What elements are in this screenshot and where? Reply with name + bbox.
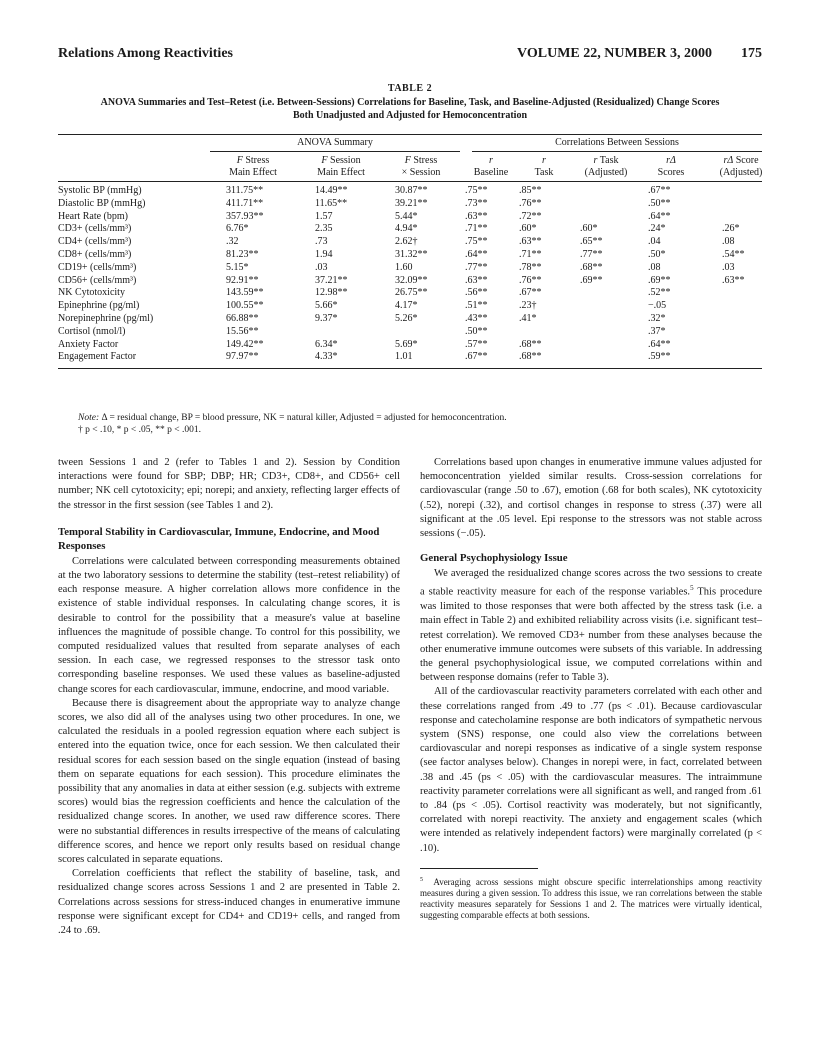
stat-symbol: rΔ xyxy=(666,155,676,166)
footnote-text: Averaging across sessions might obscure specific interrelationships among reactivity measures during a given session. To address this issue, we ran correlations between the stable reactivity measures separately for Sessions 1 and 2. The matrices were virtually identical, suggesting comparable effects at both sessions. xyxy=(420,876,762,920)
table-cell: .60* xyxy=(519,223,537,235)
row-label: Norepinephrine (pg/ml) xyxy=(58,313,154,324)
table-cell: .64** xyxy=(648,338,671,350)
table-cell: 5.69* xyxy=(395,338,418,350)
left-paragraph-1: tween Sessions 1 and 2 (refer to Tables 1 and 2). Session by Condition interactions were found for SBP; DBP; HR; CD3+, CD8+, and CD56+ cell number; NK cell cytotoxicity; epi; norepi; and anxiety, reflecting larger effects of the stressor in the first session (see Tables 1 and 2). xyxy=(58,457,400,511)
stat-symbol: F xyxy=(404,155,411,166)
table-cell: .68** xyxy=(580,261,603,273)
table-cell: .69** xyxy=(648,274,671,286)
table-cell: 81.23** xyxy=(226,249,259,260)
stat-symbol: r xyxy=(489,155,493,166)
table-cell: 9.37* xyxy=(315,313,338,324)
note-text: Δ = residual change, BP = blood pressure, NK = natural killer, Adjusted = adjusted for hemoconcentration. xyxy=(101,413,507,423)
table-note xyxy=(78,412,507,436)
table-cell: 6.76* xyxy=(226,223,249,235)
table-cell: 5.44* xyxy=(395,210,418,222)
table-cell: .60* xyxy=(580,223,598,235)
left-column xyxy=(58,456,400,938)
column-header-8 xyxy=(701,155,781,179)
row-label: Epinephrine (pg/ml) xyxy=(58,300,140,312)
row-label: CD4+ (cells/mm³) xyxy=(58,236,132,248)
table-cell: 311.75** xyxy=(226,185,264,196)
stat-symbol: F xyxy=(236,155,243,166)
right-paragraph-2-a: We averaged the residualized change scores across the two sessions to create a stable reactivity measure for each of the response variables. xyxy=(420,568,762,598)
table-note-line-1 xyxy=(78,412,507,424)
volume-label: VOLUME 22, NUMBER 3, 2000 xyxy=(517,46,712,61)
row-label: NK Cytotoxicity xyxy=(58,287,125,299)
table-cell: 1.01 xyxy=(395,351,413,363)
stat-symbol: r xyxy=(542,155,546,166)
table-cell: .72** xyxy=(519,210,542,222)
table-cell: 100.55** xyxy=(226,300,264,312)
running-head-volume xyxy=(517,46,762,62)
table-cell: .75** xyxy=(465,185,488,196)
column-header-line-2: Baseline xyxy=(473,167,509,178)
table-cell: .50** xyxy=(648,197,671,209)
table-cell: .73** xyxy=(465,197,488,209)
table-cell: 411.71** xyxy=(226,197,264,209)
table-cell: .64** xyxy=(465,249,488,260)
column-header-line-2: Main Effect xyxy=(317,167,365,178)
stat-symbol: F xyxy=(321,155,328,166)
group-header-anova: ANOVA Summary xyxy=(297,137,373,148)
table-cell: .85** xyxy=(519,185,542,196)
table-cell: .67** xyxy=(519,287,542,299)
table-label: TABLE 2 xyxy=(387,83,433,94)
table-cell: 14.49** xyxy=(315,185,348,196)
table-cell: 32.09** xyxy=(395,274,428,286)
table-cell: 66.88** xyxy=(226,313,259,324)
table-cell: 26.75** xyxy=(395,287,428,299)
group-header-correlations: Correlations Between Sessions xyxy=(555,137,679,148)
table-cell: .23† xyxy=(519,300,537,312)
table-cell: .59** xyxy=(648,351,671,363)
right-paragraph-1: Correlations based upon changes in enumerative immune values adjusted for hemoconcentration yielded similar results. Cross-session correlations for cardiovascular (range .50 to .67), emotion (.68 for both scales), NK cytotoxicity (.52), norepi (.32), and cortisol changes in response to stress (.37) were all significant at the .05 level. Epi response to the stressors was not stable across sessions (−.05). xyxy=(420,457,762,540)
footnote-ref-5: 5 xyxy=(690,584,694,593)
column-header-line-1 xyxy=(631,155,711,167)
running-head xyxy=(58,46,762,66)
table-caption-line-1: ANOVA Summaries and Test–Retest (i.e. Between-Sessions) Correlations for Baseline, Task, and Baseline-Adjusted (Residualized) Change Scores xyxy=(100,97,720,108)
table-cell: .71** xyxy=(519,249,542,260)
table-cell: .77** xyxy=(580,249,603,260)
group-rule-anova xyxy=(210,151,460,152)
table-cell: 37.21** xyxy=(315,274,348,286)
table-cell: 4.94* xyxy=(395,223,418,235)
table-cell: .78** xyxy=(519,261,542,273)
group-rule-correlations xyxy=(472,151,762,152)
table-top-rule xyxy=(58,134,762,135)
table-cell: 92.91** xyxy=(226,274,259,286)
table-cell: .56** xyxy=(465,287,488,299)
table-bottom-rule xyxy=(58,368,762,369)
table-cell: .04 xyxy=(648,236,661,248)
table-cell: .63** xyxy=(465,274,488,286)
column-header-line-1: F Stress xyxy=(404,155,438,166)
table-cell: .68** xyxy=(519,351,542,363)
table-cell: .76** xyxy=(519,274,542,286)
right-paragraph-2 xyxy=(420,567,762,685)
table-cell: 12.98** xyxy=(315,287,348,299)
table-cell: .71** xyxy=(465,223,488,235)
table-cell: 2.35 xyxy=(315,223,333,235)
table-cell: 143.59** xyxy=(226,287,264,299)
right-paragraph-2-b: This procedure was limited to those responses that were both affected by the stress task (i.e. a main effect in Table 2) and exhibited reliability across visits (i.e. significant test–retest correlation). We removed CD3+ number from these analyses because the other enumerative immune outcomes were subsets of this variable. In addressing the general psychophysiological issue, we computed correlations within and between response domains (refer to Table 3). xyxy=(420,586,763,684)
table-cell: .32 xyxy=(226,236,239,248)
table-cell: .41* xyxy=(519,313,537,324)
table-cell: .37* xyxy=(648,325,666,337)
table-cell: .75** xyxy=(465,236,488,248)
table-cell: .76** xyxy=(519,197,542,209)
table-cell: −.05 xyxy=(648,300,667,312)
table-cell: .08 xyxy=(648,261,661,273)
table-cell: 30.87** xyxy=(395,185,428,196)
table-cell: .57** xyxy=(465,338,488,350)
page-number: 175 xyxy=(741,46,762,61)
table-cell: 4.33* xyxy=(315,351,338,363)
column-header-line-2: × Session xyxy=(401,167,441,178)
right-paragraph-3: All of the cardiovascular reactivity parameters correlated with each other and these correlations ranged from .49 to .77 (ps < .01). Because cardiovascular response and catecholamine response are both indicators of sympathetic nervous system (SNS) response, one could also view the correlations between cardiovascular and norepi responses as indicative of a single system response (see factor analyses below). Changes in norepi were, in fact, correlated between .38 and .45 (ps < .05) with the cardiovascular measures. The intraimmune reactivity parameter correlations were all significant as well, and ranged from .61 to .84 (ps < .05). Cortisol reactivity was moderately, but not significantly, correlated with norepi reactivity. The anxiety and engagement scales (which were intended as relatively independent factors) were marginally correlated (p < .10). xyxy=(420,686,762,854)
table-cell: .03 xyxy=(315,261,328,273)
table-2 xyxy=(58,82,763,363)
table-cell: .64** xyxy=(648,210,671,222)
table-cell: .50** xyxy=(465,325,488,337)
left-paragraph-2: Correlations were calculated between corresponding measurements obtained at the two laboratory sessions to determine the stability (test–retest reliability) of each response measure. A higher correlation allows more confidence in the existence of stable individual responses. In calculating change scores, it is desirable to control for the possibility that a measure's value at baseline influences the magnitude of possible change. To control for this possibility, we computed residualized values that resulted from separate analyses of each session. In each case, we regressed responses to the stressor task onto corresponding baseline responses. We used these values as baseline-adjusted change scores for each cardiovascular, immune, endocrine, and mood variable. xyxy=(58,555,400,695)
section-heading-general-psychophysiology: General Psychophysiology Issue xyxy=(420,552,568,565)
table-cell: 1.60 xyxy=(395,261,413,273)
table-cell: .54** xyxy=(722,249,745,260)
footnote-mark: 5 xyxy=(420,876,423,883)
table-cell: 357.93** xyxy=(226,210,264,222)
table-cell: .69** xyxy=(580,274,603,286)
running-head-title: Relations Among Reactivities xyxy=(58,46,233,61)
table-cell: 1.94 xyxy=(315,249,333,260)
table-cell: .63** xyxy=(519,236,542,248)
table-cell: 1.57 xyxy=(315,210,333,222)
table-note-line-2: † p < .10, * p < .05, ** p < .001. xyxy=(78,425,201,435)
table-cell: .73 xyxy=(315,236,328,248)
column-header-line-1: r Task xyxy=(593,155,619,166)
row-label: Systolic BP (mmHg) xyxy=(58,185,142,196)
column-header-line-2: Task xyxy=(534,167,554,178)
column-header-3 xyxy=(381,155,461,179)
table-cell: 4.17* xyxy=(395,300,418,312)
column-header-line-2: Scores xyxy=(657,167,685,178)
table-cell: .67** xyxy=(465,351,488,363)
column-header-line-1: rΔ Score xyxy=(723,155,759,166)
table-cell: 39.21** xyxy=(395,197,428,209)
table-cell: 5.66* xyxy=(315,300,338,312)
table-cell: .63** xyxy=(722,274,745,286)
table-cell: .77** xyxy=(465,261,488,273)
table-cell: .32* xyxy=(648,313,666,324)
row-label: CD3+ (cells/mm³) xyxy=(58,223,132,235)
table-cell: 149.42** xyxy=(226,338,264,350)
table-cell: 15.56** xyxy=(226,325,259,337)
row-label: Engagement Factor xyxy=(58,351,137,363)
note-italic: Note: xyxy=(78,413,100,423)
table-cell: .68** xyxy=(519,338,542,350)
table-cell: .03 xyxy=(722,261,735,273)
table-cell: .08 xyxy=(722,236,735,248)
table-cell: .51** xyxy=(465,300,488,312)
table-cell: 6.34* xyxy=(315,338,338,350)
column-header-line-2: (Adjusted) xyxy=(584,167,628,178)
table-cell: 11.65** xyxy=(315,197,348,209)
table-cell: .63** xyxy=(465,210,488,222)
column-header-2 xyxy=(301,155,381,179)
table-cell: 31.32** xyxy=(395,249,428,260)
table-cell: 97.97** xyxy=(226,351,259,363)
row-label: CD19+ (cells/mm³) xyxy=(58,261,137,273)
stat-symbol: rΔ xyxy=(723,155,734,166)
column-header-line-2: (Adjusted) xyxy=(719,167,763,178)
table-cell: 5.15* xyxy=(226,261,249,273)
right-column xyxy=(420,456,762,921)
stat-symbol: r xyxy=(593,155,598,166)
left-paragraph-4: Correlation coefficients that reflect the stability of baseline, task, and residualized change scores across Sessions 1 and 2 are presented in Table 2. Correlations across sessions for stress-induced changes in enumerative immune response were significant except for CD4+ and CD19+ cells, and ranged from .24 to .69. xyxy=(58,868,400,937)
table-header-rule xyxy=(58,181,762,182)
table-cell: .50* xyxy=(648,249,666,260)
footnote-5 xyxy=(420,875,762,921)
section-heading-temporal-stability: Temporal Stability in Cardiovascular, Immune, Endocrine, and Mood Responses xyxy=(58,525,380,552)
row-label: CD56+ (cells/mm³) xyxy=(58,274,137,286)
table-cell: .67** xyxy=(648,185,671,196)
table-caption-line-2: Both Unadjusted and Adjusted for Hemoconcentration xyxy=(293,110,527,121)
row-label: CD8+ (cells/mm³) xyxy=(58,249,132,260)
table-cell: .65** xyxy=(580,236,603,248)
column-header-line-1: F Stress xyxy=(236,155,270,166)
table-cell: 5.26* xyxy=(395,313,418,324)
column-header-line-1: F Session xyxy=(321,155,361,166)
row-label: Anxiety Factor xyxy=(58,338,119,350)
row-label: Diastolic BP (mmHg) xyxy=(58,197,146,209)
row-label: Cortisol (nmol/l) xyxy=(58,325,126,337)
table-cell: .52** xyxy=(648,287,671,299)
column-header-1 xyxy=(213,155,293,179)
table-cell: 2.62† xyxy=(395,236,418,248)
left-paragraph-3: Because there is disagreement about the appropriate way to analyze change scores, we also did all of the analyses using two other procedures. In one, we calculated the residuals in a pooled regression equation where each subject is entered into the equation twice, once for each session. We then calculated their residual scores for each session based on the single equation (instead of basing them on separate equations for each session). This procedure eliminates the possibility that any anomalies in data at either session (e.g. subjects with extreme scores) would bias the regression coefficients and hence the calculation of the residualized change scores. In another, we used raw difference scores. There were no substantial differences in results irrespective of the means of calculating difference scores, and hence we report only results based on residual change scores calculated in separate equations. xyxy=(58,697,400,866)
table-cell: .26* xyxy=(722,223,740,235)
table-cell: .24* xyxy=(648,223,666,235)
column-header-7 xyxy=(631,155,711,179)
row-label: Heart Rate (bpm) xyxy=(58,210,128,222)
table-cell: .43** xyxy=(465,313,488,324)
footnote-divider xyxy=(420,868,538,869)
column-header-line-2: Main Effect xyxy=(229,167,277,178)
